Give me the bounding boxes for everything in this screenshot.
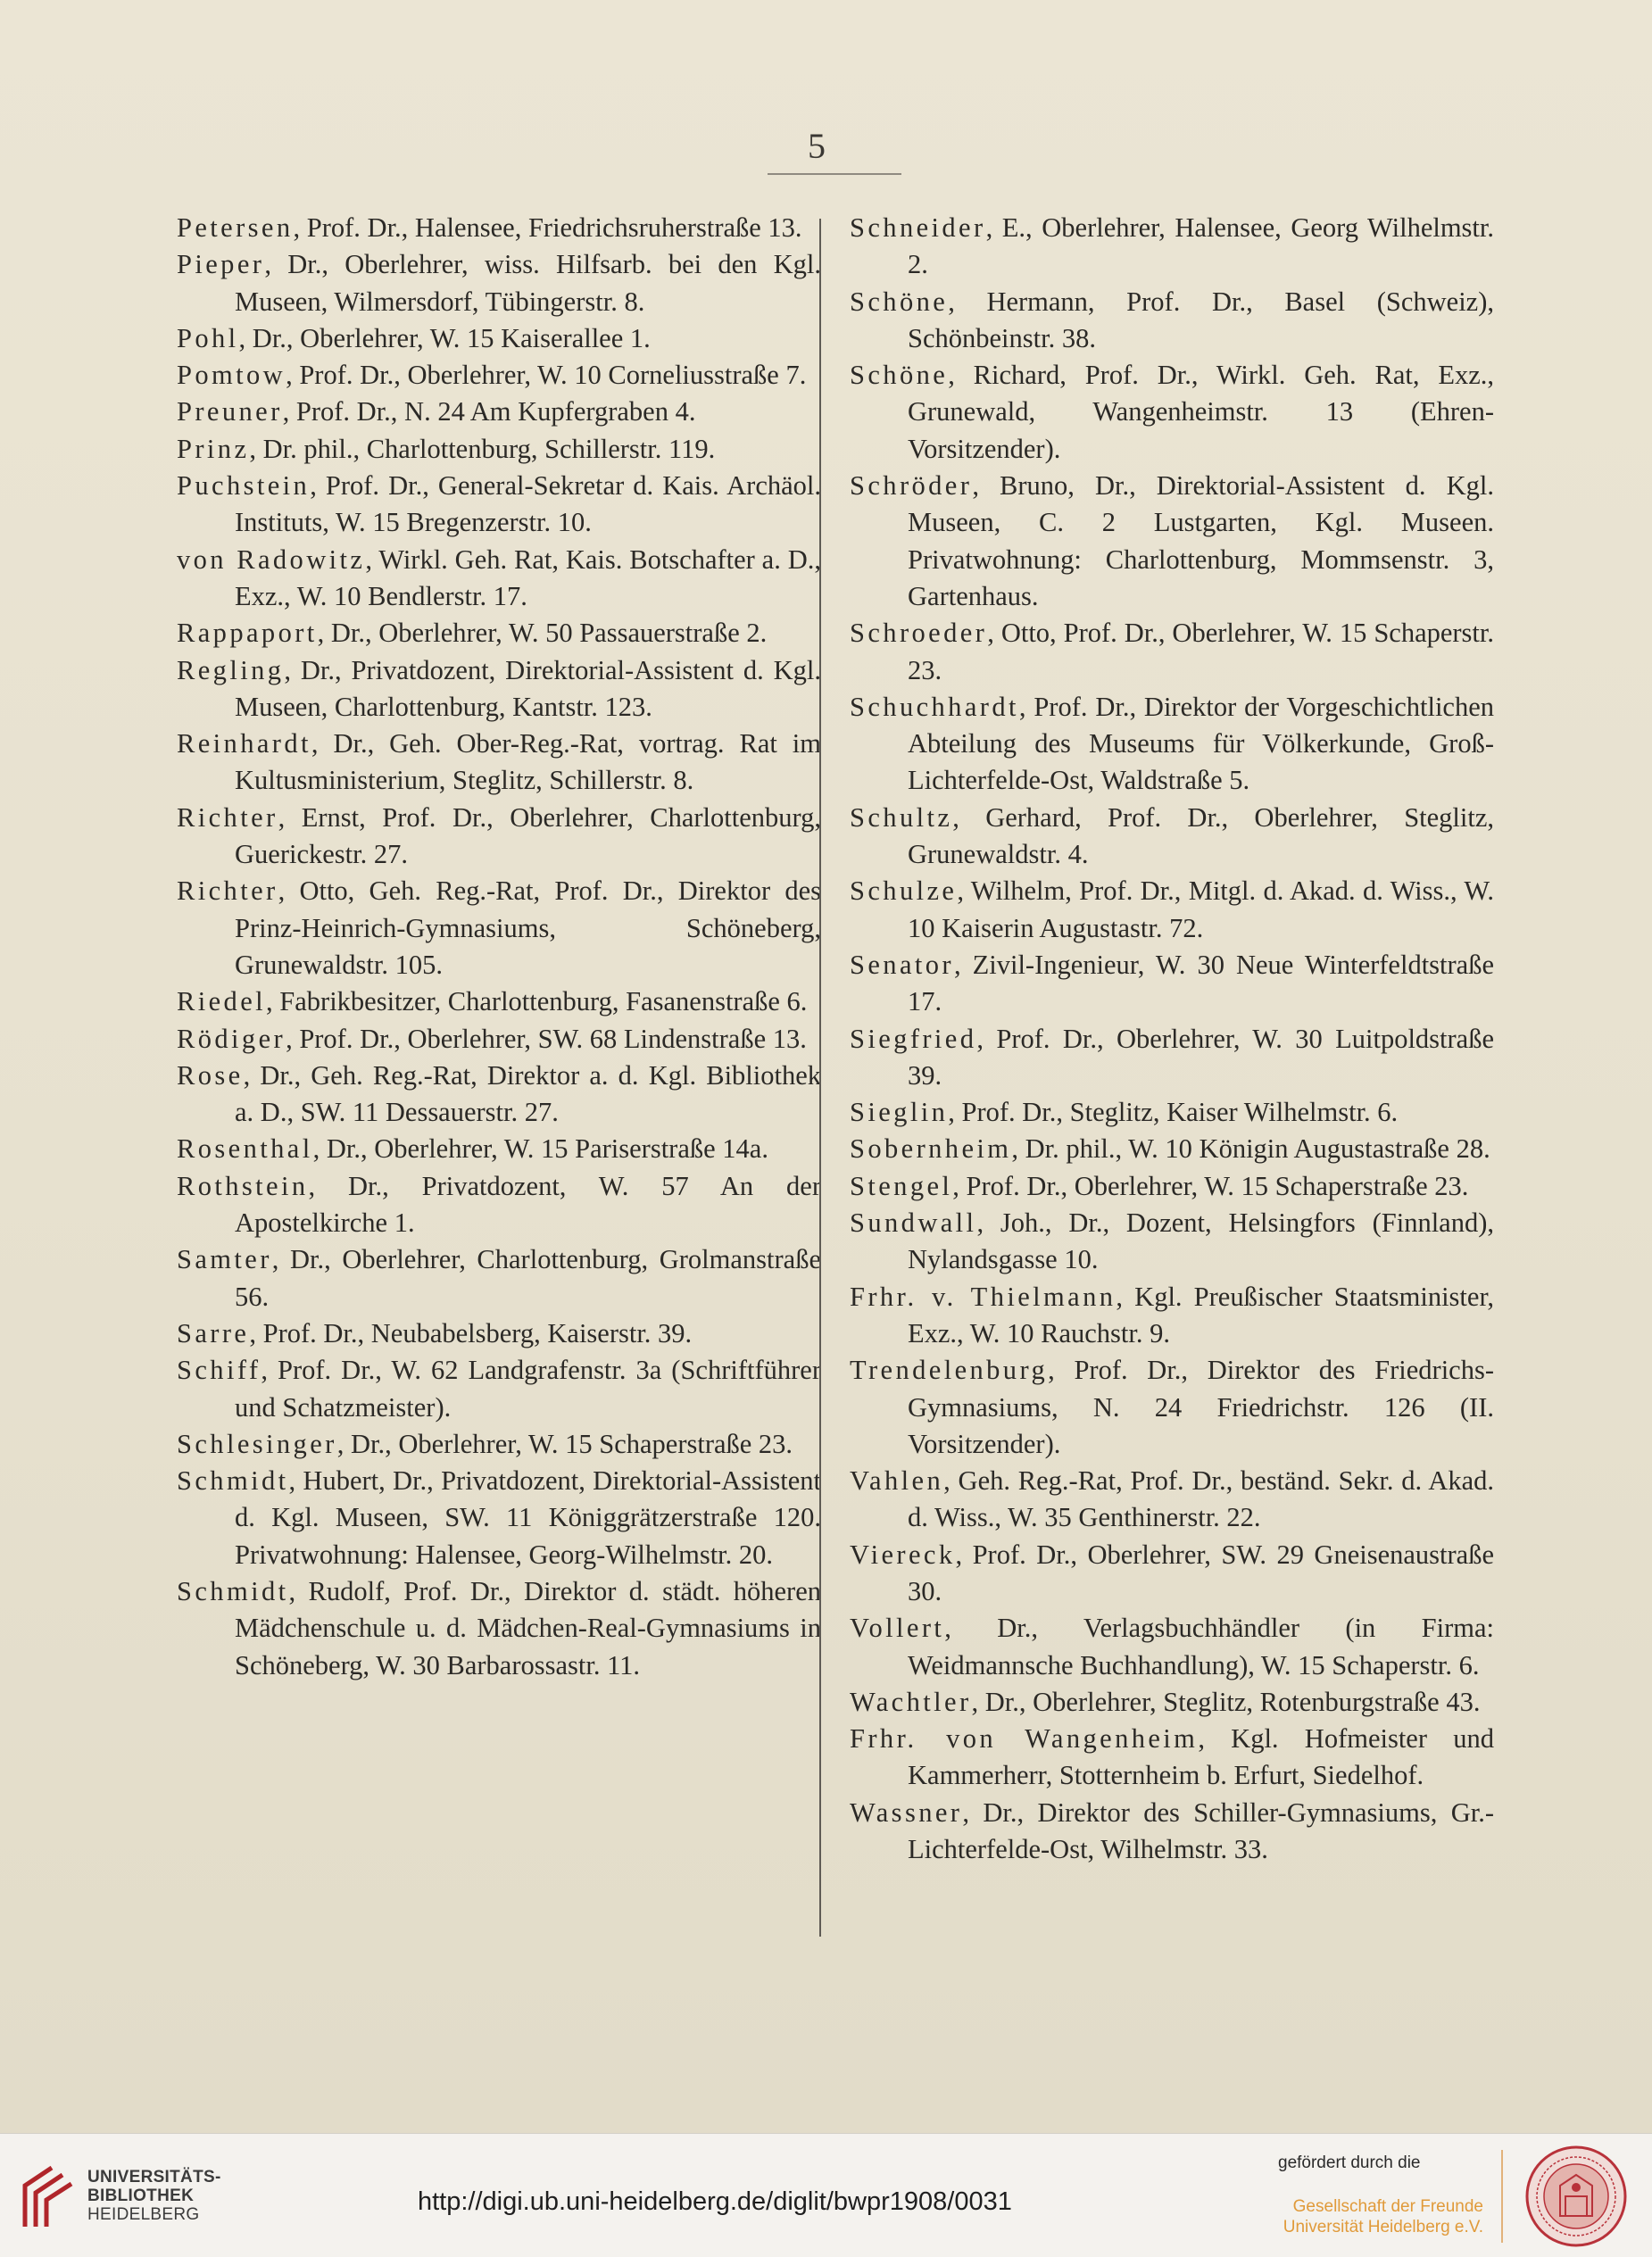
- right-directory-entry: [850, 1537, 1494, 1611]
- member-name: Reinhardt: [177, 728, 311, 759]
- right-directory-entry: [850, 1463, 1494, 1537]
- member-name: Frhr. v. Thielmann: [850, 1281, 1117, 1312]
- member-name: Sundwall: [850, 1207, 977, 1239]
- member-details: , Prof. Dr., Oberlehrer, W. 30 Luitpoldstraße 39.: [908, 1023, 1494, 1091]
- member-details: , Dr., Oberlehrer, W. 15 Schaperstraße 23.: [336, 1428, 793, 1459]
- right-directory-entry: [850, 1021, 1494, 1095]
- member-details: , Gerhard, Prof. Dr., Oberlehrer, Steglitz, Grunewaldstr. 4.: [908, 801, 1494, 870]
- left-directory-entry: [177, 800, 821, 874]
- right-directory-entry: [850, 873, 1494, 947]
- member-details: , Kgl. Preußischer Staatsminister, Exz., W. 10 Rauchstr. 9.: [908, 1281, 1494, 1348]
- library-name-line: HEIDELBERG: [87, 2205, 200, 2224]
- sponsor-name: [1278, 2196, 1483, 2237]
- member-details: , Prof. Dr., N. 24 Am Kupfergraben 4.: [282, 396, 696, 427]
- left-directory-entry: [177, 1573, 821, 1684]
- footer-bar: [0, 2133, 1652, 2257]
- left-directory-entry: [177, 1131, 821, 1167]
- member-name: Stengel: [850, 1170, 953, 1201]
- member-name: Rappaport: [177, 618, 318, 649]
- member-name: Rose: [177, 1059, 244, 1091]
- member-name: Schulze: [850, 875, 958, 907]
- member-details: , Dr., Direktor des Schiller-Gymnasiums, Gr.-Lichterfelde-Ost, Wilhelmstr. 33.: [908, 1796, 1494, 1865]
- left-directory-entry: [177, 210, 821, 246]
- left-directory-entry: [177, 1058, 821, 1132]
- member-name: Sieglin: [850, 1097, 949, 1128]
- member-name: Viereck: [850, 1539, 956, 1570]
- right-directory-entry: [850, 357, 1494, 468]
- library-logo-icon: [20, 2162, 75, 2232]
- right-directory-entry: [850, 1795, 1494, 1869]
- left-directory-entry: [177, 983, 821, 1020]
- member-details: , Fabrikbesitzer, Charlottenburg, Fasanenstraße 6.: [266, 986, 808, 1017]
- member-name: Schultz: [850, 801, 953, 833]
- left-directory-entry: [177, 1168, 821, 1242]
- column-divider: [819, 219, 821, 1937]
- member-details: , Geh. Reg.-Rat, Prof. Dr., beständ. Sekr. d. Akad. d. Wiss., W. 35 Genthinerstr. 22.: [908, 1465, 1494, 1533]
- member-name: Richter: [177, 875, 278, 907]
- permalink-url[interactable]: http://digi.ub.uni-heidelberg.de/diglit/bwpr1908/0031: [418, 2187, 1012, 2216]
- member-details: , Dr., Oberlehrer, Charlottenburg, Grolmanstraße 56.: [235, 1244, 821, 1312]
- right-directory-entry: [850, 1721, 1494, 1795]
- member-name: Wachtler: [850, 1686, 972, 1717]
- right-directory-entry: [850, 1131, 1494, 1167]
- member-name: Vahlen: [850, 1465, 944, 1497]
- member-details: , Dr., Oberlehrer, W. 15 Kaiserallee 1.: [238, 322, 651, 353]
- member-details: , Joh., Dr., Dozent, Helsingfors (Finnland), Nylandsgasse 10.: [908, 1207, 1494, 1275]
- member-details: , Wirkl. Geh. Rat, Kais. Botschafter a. D., Exz., W. 10 Bendlerstr. 17.: [235, 544, 821, 611]
- member-name: Vollert: [850, 1613, 945, 1644]
- member-details: , Wilhelm, Prof. Dr., Mitgl. d. Akad. d. Wiss., W. 10 Kaiserin Augustastr. 72.: [908, 875, 1494, 943]
- member-name: Pohl: [177, 322, 239, 353]
- sponsor-label: gefördert durch die: [1278, 2153, 1421, 2172]
- member-details: , Prof. Dr., Oberlehrer, SW. 29 Gneisenaustraße 30.: [908, 1539, 1494, 1606]
- member-name: Richter: [177, 801, 278, 833]
- right-directory-entry: [850, 615, 1494, 689]
- left-column: [177, 210, 821, 1684]
- member-details: , Otto, Geh. Reg.-Rat, Prof. Dr., Direktor des Prinz-Heinrich-Gymnasiums, Schöneberg, Grunewaldstr. 105.: [235, 875, 821, 980]
- left-directory-entry: [177, 320, 821, 357]
- right-directory-entry: [850, 1094, 1494, 1131]
- member-name: Schöne: [850, 286, 949, 317]
- member-name: Schmidt: [177, 1575, 289, 1606]
- left-directory-entry: [177, 431, 821, 468]
- member-details: , Dr., Privatdozent, Direktorial-Assistent d. Kgl. Museen, Charlottenburg, Kantstr. 123.: [235, 654, 821, 722]
- member-name: Puchstein: [177, 470, 311, 502]
- member-details: , Bruno, Dr., Direktorial-Assistent d. Kgl. Museen, C. 2 Lustgarten, Kgl. Museen. Privatwohnung: Charlottenburg, Mommsenstr. 3, Gartenhaus.: [908, 470, 1494, 611]
- member-details: , Dr. phil., W. 10 Königin Augustastraße 28.: [1011, 1133, 1490, 1165]
- member-name: Rothstein: [177, 1170, 309, 1201]
- left-directory-entry: [177, 652, 821, 726]
- member-name: Prinz: [177, 433, 250, 464]
- header-rule: [768, 173, 901, 175]
- left-directory-entry: [177, 468, 821, 542]
- right-directory-entry: [850, 1352, 1494, 1463]
- member-name: Schröder: [850, 470, 973, 502]
- member-name: Senator: [850, 949, 954, 980]
- member-details: , Prof. Dr., W. 62 Landgrafenstr. 3a (Schriftführer und Schatzmeister).: [235, 1355, 821, 1423]
- member-name: Frhr. von Wangenheim: [850, 1723, 1199, 1755]
- library-name: [87, 2168, 221, 2224]
- sponsor-name-line: Gesellschaft der Freunde: [1292, 2197, 1483, 2216]
- member-details: , Prof. Dr., Neubabelsberg, Kaiserstr. 39.: [249, 1317, 693, 1348]
- member-details: , Dr., Verlagsbuchhändler (in Firma: Weidmannsche Buchhandlung), W. 15 Schaperstr. 6.: [908, 1613, 1494, 1680]
- right-directory-entry: [850, 1279, 1494, 1353]
- left-directory-entry: [177, 1021, 821, 1058]
- library-name-line: UNIVERSITÄTS-: [87, 2168, 221, 2186]
- member-details: , Rudolf, Prof. Dr., Direktor d. städt. höheren Mädchenschule u. d. Mädchen-Real-Gymnasiums in Schöneberg, W. 30 Barbarossastr. 11.: [235, 1575, 821, 1680]
- member-details: , Kgl. Hofmeister und Kammerherr, Stotternheim b. Erfurt, Siedelhof.: [908, 1723, 1494, 1791]
- member-name: Petersen: [177, 212, 294, 243]
- member-details: , Dr. phil., Charlottenburg, Schillerstr. 119.: [249, 433, 716, 464]
- member-name: Samter: [177, 1244, 272, 1275]
- right-directory-entry: [850, 1205, 1494, 1279]
- member-name: Rosenthal: [177, 1133, 313, 1165]
- member-details: , Dr., Oberlehrer, W. 50 Passauerstraße 2.: [317, 618, 768, 649]
- right-directory-entry: [850, 689, 1494, 800]
- member-name: Schmidt: [177, 1465, 289, 1497]
- member-details: , Prof. Dr., Direktor des Friedrichs-Gymnasiums, N. 24 Friedrichstr. 126 (II. Vorsitzender).: [908, 1355, 1494, 1459]
- member-name: Wassner: [850, 1796, 963, 1828]
- left-directory-entry: [177, 394, 821, 430]
- member-details: , Dr., Privatdozent, W. 57 An der Apostelkirche 1.: [235, 1170, 821, 1239]
- library-name-line: BIBLIOTHEK: [87, 2186, 195, 2205]
- sponsor-divider: [1501, 2150, 1503, 2243]
- member-details: , Prof. Dr., Halensee, Friedrichsruherstraße 13.: [293, 212, 802, 243]
- member-name: Regling: [177, 654, 285, 685]
- member-details: , Zivil-Ingenieur, W. 30 Neue Winterfeldtstraße 17.: [908, 949, 1494, 1017]
- member-details: , Dr., Oberlehrer, W. 15 Pariserstraße 14a.: [312, 1133, 768, 1165]
- member-name: Schiff: [177, 1355, 261, 1386]
- left-directory-entry: [177, 1463, 821, 1573]
- member-details: , Dr., Oberlehrer, wiss. Hilfsarb. bei den Kgl. Museen, Wilmersdorf, Tübingerstr. 8.: [235, 249, 821, 317]
- member-details: , Dr., Geh. Ober-Reg.-Rat, vortrag. Rat im Kultusministerium, Steglitz, Schillerstr. 8.: [235, 728, 821, 796]
- sponsor-name-line: Universität Heidelberg e.V.: [1283, 2218, 1483, 2236]
- member-name: Sarre: [177, 1317, 250, 1348]
- member-details: , Hubert, Dr., Privatdozent, Direktorial-Assistent d. Kgl. Museen, SW. 11 Königgrätzerstraße 120. Privatwohnung: Halensee, Georg-Wilhelmstr. 20.: [235, 1465, 821, 1570]
- left-directory-entry: [177, 873, 821, 983]
- university-seal-icon: [1524, 2145, 1628, 2248]
- member-details: , E., Oberlehrer, Halensee, Georg Wilhelmstr. 2.: [908, 212, 1494, 280]
- member-name: Schuchhardt: [850, 691, 1019, 722]
- member-details: , Prof. Dr., Oberlehrer, W. 15 Schaperstraße 23.: [952, 1170, 1469, 1201]
- member-name: Pomtow: [177, 360, 286, 391]
- member-name: Rödiger: [177, 1023, 286, 1054]
- member-name: Schlesinger: [177, 1428, 337, 1459]
- member-details: , Richard, Prof. Dr., Wirkl. Geh. Rat, Exz., Grunewald, Wangenheimstr. 13 (Ehren-Vorsitzender).: [908, 360, 1494, 464]
- member-name: Riedel: [177, 986, 267, 1017]
- left-directory-entry: [177, 615, 821, 651]
- member-details: , Hermann, Prof. Dr., Basel (Schweiz), Schönbeinstr. 38.: [908, 286, 1494, 353]
- member-details: , Prof. Dr., Steglitz, Kaiser Wilhelmstr. 6.: [948, 1097, 1399, 1128]
- member-name: Schroeder: [850, 618, 988, 649]
- right-directory-entry: [850, 284, 1494, 358]
- left-directory-entry: [177, 1315, 821, 1352]
- right-directory-entry: [850, 947, 1494, 1021]
- member-name: Schöne: [850, 360, 949, 391]
- member-details: , Prof. Dr., General-Sekretar d. Kais. Archäol. Instituts, W. 15 Bregenzerstr. 10.: [235, 470, 821, 538]
- member-details: , Dr., Oberlehrer, Steglitz, Rotenburgstraße 43.: [971, 1686, 1481, 1717]
- right-directory-entry: [850, 468, 1494, 615]
- right-directory-entry: [850, 1610, 1494, 1684]
- right-directory-entry: [850, 1168, 1494, 1205]
- left-directory-entry: [177, 246, 821, 320]
- left-directory-entry: [177, 357, 821, 394]
- right-column: [850, 210, 1494, 1868]
- page-number: 5: [808, 126, 826, 166]
- member-name: Preuner: [177, 396, 283, 427]
- member-name: Schneider: [850, 212, 986, 243]
- member-name: Siegfried: [850, 1023, 977, 1054]
- right-directory-entry: [850, 800, 1494, 874]
- member-name: von Radowitz: [177, 544, 366, 575]
- left-directory-entry: [177, 726, 821, 800]
- member-details: , Otto, Prof. Dr., Oberlehrer, W. 15 Schaperstr. 23.: [908, 618, 1494, 685]
- left-directory-entry: [177, 1241, 821, 1315]
- member-details: , Prof. Dr., Oberlehrer, W. 10 Corneliusstraße 7.: [286, 360, 807, 391]
- right-directory-entry: [850, 1684, 1494, 1721]
- left-directory-entry: [177, 1426, 821, 1463]
- member-details: , Dr., Geh. Reg.-Rat, Direktor a. d. Kgl. Bibliothek a. D., SW. 11 Dessauerstr. 27.: [235, 1059, 821, 1128]
- left-directory-entry: [177, 542, 821, 616]
- member-name: Sobernheim: [850, 1133, 1012, 1165]
- member-details: , Prof. Dr., Direktor der Vorgeschichtlichen Abteilung des Museums für Völkerkunde, Groß-Lichterfelde-Ost, Waldstraße 5.: [908, 691, 1494, 796]
- member-name: Pieper: [177, 249, 265, 280]
- member-name: Trendelenburg: [850, 1355, 1049, 1386]
- member-details: , Ernst, Prof. Dr., Oberlehrer, Charlottenburg, Guerickestr. 27.: [235, 801, 821, 870]
- left-directory-entry: [177, 1352, 821, 1426]
- member-details: , Prof. Dr., Oberlehrer, SW. 68 Lindenstraße 13.: [286, 1023, 807, 1054]
- right-directory-entry: [850, 210, 1494, 284]
